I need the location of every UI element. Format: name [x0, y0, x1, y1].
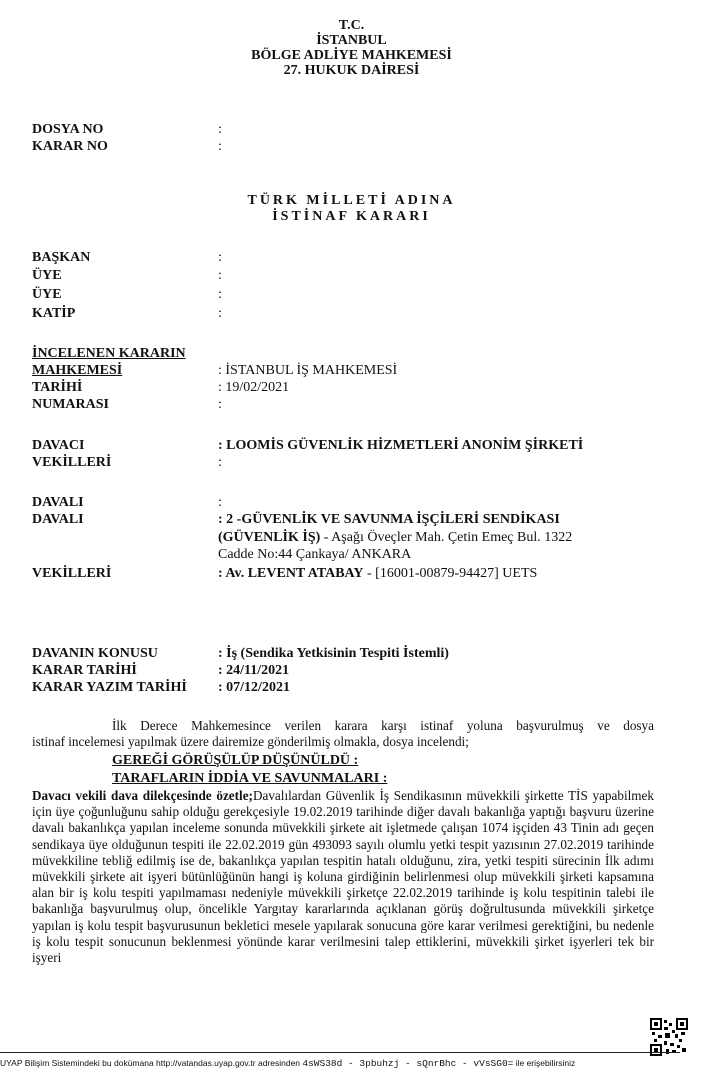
baskan-colon: : [218, 250, 222, 265]
katip-label: KATİP [32, 306, 76, 321]
davali2-label: DAVALI [32, 512, 84, 527]
konu-label: DAVANIN KONUSU [32, 646, 158, 661]
davali2-address-line1 [218, 530, 572, 546]
uye1-label: ÜYE [32, 268, 62, 283]
tarihi-value: : 19/02/2021 [218, 380, 290, 395]
header-tc: T.C. [338, 18, 365, 33]
davaci-label: DAVACI [32, 438, 85, 453]
numarasi-value: : [218, 397, 222, 412]
claims-text: Davalılardan Güvenlik İş Sendikasının müvekkili şirkette TİS yapabilmek için üye çoğunluğunu sahip olduğu gerekçesiyle 19.02.2019 tarihinde diğer davalı bakanlığa yaptığı başvuru üzerine davalı bakanlıkça yapılan inceleme sonunda müvekkili şirkete ait işletmede çalışan 1074 işçiden 43 Tinin adı geçen sendikaya üye olduğunun tespiti ile 22.02.2019 gün 493093 sayılı olumlu yetki tespit yazısının 27.02.2019 tarihinde müvekkiline tebliğ edilmiş ise de, bakanlıkça yapılan tespitin hatalı olduğunu, zira, yetki tespiti sürecinin İlk adımı müvekkili şirkete ait işyeri bütünlüğünün hangi iş koluna girdiğinin belirlenmesi olup müvekkili şirketi kapsamına alan bir iş kolu tespiti yapılmaması nedeniyle müvekkili şirketçe 22.02.2019 tarihinde iş kolu tespitinin talebi ile bakanlığa başvurulmuş olup, öncelikle Yargıtay kararlarında açıklanan görüş doğrultusunda müvekkili şirketçe yapılan iş kolu tespit başvurusunun bekletici mesele yapılarak sonucuna göre karar verilmesi gerektiğini, bu nedenle iş kolu tespit sonucunun beklenmesi yönünde karar verilmesini talep ettiklerini, müvekkili şirket işyerleri tek bir işyeri [32, 788, 654, 966]
footer-verification [0, 1058, 575, 1069]
davali-vekil-name: : Av. LEVENT ATABAY [218, 566, 364, 581]
davaci-value: : LOOMİS GÜVENLİK HİZMETLERİ ANONİM ŞİRKETİ [218, 438, 584, 453]
intro-paragraph [32, 718, 654, 750]
footer-suffix: ile erişebilirsiniz [515, 1058, 576, 1068]
numarasi-label: NUMARASI [32, 397, 109, 412]
davali2-addr1: - Aşağı Öveçler Mah. Çetin Emeç Bul. 1322 [320, 530, 573, 545]
uye2-colon: : [218, 287, 222, 302]
claims-paragraph [32, 788, 654, 966]
baskan-label: BAŞKAN [32, 250, 91, 265]
davali1-value: : [218, 495, 222, 510]
header-chamber: 27. HUKUK DAİRESİ [283, 63, 420, 78]
karar-no-colon: : [218, 139, 222, 154]
davaci-vekilleri-value: : [218, 455, 222, 470]
konu-value: : İş (Sendika Yetkisinin Tespiti İstemli) [218, 646, 449, 661]
dosya-no-colon: : [218, 122, 222, 137]
davali-vekil-extra: - [16001-00879-94427] UETS [363, 566, 538, 581]
footer-code: 4sWS38d - 3pbuhzj - sQnrBhc - vVsSG0= [302, 1058, 514, 1069]
footer-divider [0, 1052, 680, 1053]
tarihi-label: TARİHİ [32, 380, 83, 395]
yazim-tarihi-label: KARAR YAZIM TARİHİ [32, 680, 187, 695]
header-court: BÖLGE ADLİYE MAHKEMESİ [251, 48, 452, 63]
claims-lead: Davacı vekili dava dilekçesinde özetle; [32, 788, 253, 803]
davali2-abbr: (GÜVENLİK İŞ) [218, 530, 321, 545]
section-heading-deliberation: GEREĞİ GÖRÜŞÜLÜP DÜŞÜNÜLDÜ : [112, 753, 359, 768]
reviewed-heading: İNCELENEN KARARIN [32, 346, 186, 361]
davali1-label: DAVALI [32, 495, 84, 510]
karar-tarihi-value: : 24/11/2021 [218, 663, 290, 678]
katip-colon: : [218, 306, 222, 321]
intro-line1: İlk Derece Mahkemesince verilen karara karşı istinaf yoluna başvurulmuş ve dosya [112, 718, 654, 733]
title-nation: TÜRK MİLLETİ ADINA [247, 193, 456, 208]
davali-vekilleri-value [218, 566, 537, 582]
dosya-no-label: DOSYA NO [32, 122, 104, 137]
davaci-vekilleri-label: VEKİLLERİ [32, 455, 112, 470]
mahkemesi-label: MAHKEMESİ [32, 363, 123, 378]
qr-code-icon [650, 1018, 688, 1056]
karar-tarihi-label: KARAR TARİHİ [32, 663, 137, 678]
intro-line2: istinaf incelemesi yapılmak üzere dairemize gönderilmiş olmakla, dosya incelendi; [32, 734, 469, 749]
uye1-colon: : [218, 268, 222, 283]
mahkemesi-value: : İSTANBUL İŞ MAHKEMESİ [218, 363, 398, 378]
footer-prefix: UYAP Bilişim Sistemindeki bu dokümana http://vatandas.uyap.gov.tr adresinden [0, 1058, 301, 1068]
title-decision: İSTİNAF KARARI [272, 209, 431, 224]
davali2-name: : 2 -GÜVENLİK VE SAVUNMA İŞÇİLERİ SENDİKASI [218, 512, 560, 527]
davali-vekilleri-label: VEKİLLERİ [32, 566, 112, 581]
section-heading-claims: TARAFLARIN İDDİA VE SAVUNMALARI : [112, 771, 388, 786]
yazim-tarihi-value: : 07/12/2021 [218, 680, 290, 695]
karar-no-label: KARAR NO [32, 139, 108, 154]
uye2-label: ÜYE [32, 287, 62, 302]
header-city: İSTANBUL [316, 33, 387, 48]
davali2-address-line2: Cadde No:44 Çankaya/ ANKARA [218, 547, 412, 562]
